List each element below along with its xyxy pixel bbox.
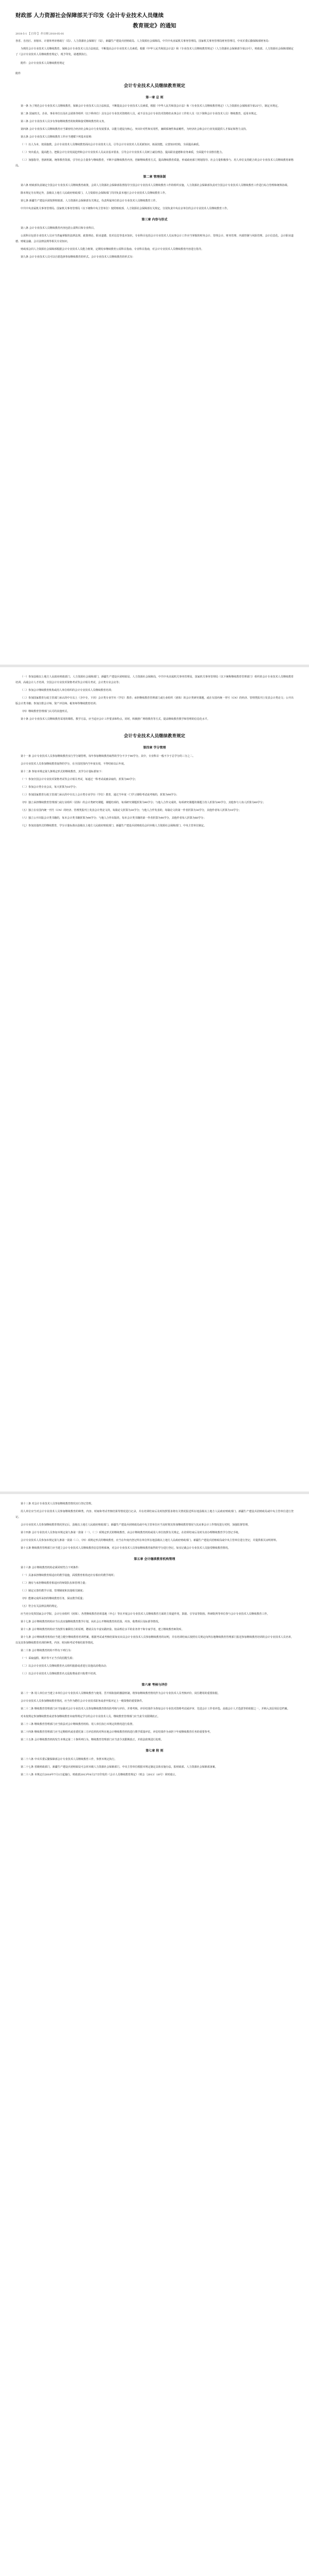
page-2-regulation-title: 会计专业技术人员继续教育规定 [123, 734, 185, 739]
page-3 [0, 1494, 309, 2576]
chapter-5-para: 第二十条 会计继续教育机构不得有下列行为： [21, 1649, 73, 1652]
chapter-2-para: 除本规定另有规定外，县级以上地方人民政府财政部门、人力资源社会保障部门共同负责本地区会计专业技术人员继续教育工作。 [21, 192, 168, 195]
chapter-1-title: 第一章 总 则 [145, 96, 164, 99]
chapter-3-para: 第八条 会计专业技术人员继续教育内容包括公需科目和专业科目。 [21, 227, 96, 230]
chapter-6-title: 第六章 考核与评价 [141, 1683, 168, 1687]
chapter-6-para: 第二十二条 继续教育管理部门应当加强对会计专业技术人员参加继续教育情况的考核与评价，并将考核、评价结果作为参加会计专业技术资格考试或评审、先进会计工作者评选、高端会计人才选拔等的依据之一，并纳入其信用信息档案。 [21, 1707, 290, 1710]
chapter-5-para: 应当充分发挥国家会计学院、会计行业组织（团体）、各类继续教育培训基地（中心）等在开展会计专业技术人员继续教育方面的主渠道作用，鼓励、引导高等院校、科研院所等单位参与会计专业技术人员继续教育工作。 [21, 1613, 270, 1616]
chapter-4-para: 会计专业技术人员参加继续教育取得的学分，在全国范围内当年度有效，不得结转以后年度。 [21, 762, 127, 766]
attachment-label: 附件 [15, 72, 21, 75]
chapter-7-para: 第二十八条 本规定自2018年7月1日起施行。财政部2013年8月27日印发的《会计人员继续教育规定》（财会〔2013〕18号）同时废止。 [21, 1773, 178, 1776]
chapter-5-para: 第十九条 会计继续教育机构应当建立健全继续教育培训档案，根据考试或考核结果如实出具会计专业技术人员参加继续教育的证明，并在培训结束后按照有关规定向所在地继续教育管理部门报送参加继续教育培训的会计专业技术人员名单，以及其参加继续教育培训的种类、内容、时间和考试考核结果等情况。 [15, 1636, 294, 1645]
chapter-5-para: （一）具备承担继续教育相适应的教学设施，面授教育机构还应有相应的教学场所； [21, 1574, 117, 1577]
page-2-para: （四）继续教育管理部门认可的其他形式。 [21, 710, 70, 713]
chapter-2-para: 第七条 新疆生产建设兵团按照财政部、人力资源社会保障部有关规定，负责所属单位的会计专业技术人员继续教育工作。 [21, 199, 158, 202]
chapter-6-para: 会计专业技术人员参加继续教育情况，应当作为聘任会计专业技术职务或者申报评定上一级资格的重要条件。 [21, 1700, 145, 1703]
intro-attachment: 附件：会计专业技术人员继续教育规定 [21, 62, 65, 65]
chapter-4-para: （三）参加国家教育行政主管部门承认的中专以上会计类专业学历（学位）教育，通过当年度一门学习课程考试或考核的，折算为90学分； [21, 793, 179, 796]
chapter-3-para: 公需科目包括专业技术人员应当普遍掌握的法律法规、政策理论、职业道德、技术信息等基本知识，专业科目包括会计专业技术人员从事会计工作应当掌握的财务会计、管理会计、财务管理、内部控制与风险管理、会计信息化、会计职业道德、财税金融、会计法律法规等相关专业知识。 [15, 234, 294, 243]
intro-recipients: 各省、自治区、直辖市、计划单列市财政厅（局）、人力资源社会保障厅（局），新疆生产建设兵团财政局、人力资源社会保障局，中共中央直属机关事务管理局，国家机关事务管理局财务管理司，中央军委后勤保障部财务局： [15, 40, 271, 43]
chapter-5-para: （二）以会计专业技术人员继续教育名义组织旅游或者进行其他高消费活动； [21, 1665, 109, 1668]
page-2-para: （三）参加国家教育行政主管部门承认的中专以上（含中专，下同）会计类专业学历（学位）教育；承担继续教育管理部门或行业组织（团体）的会计类研究课题，或在有国内统一刊号（CN）的经济、管理类报刊上发表会计类论文；公开出版会计类书籍；参加注册会计师、资产评估师、税务师等继续教育培训； [15, 697, 294, 705]
chapter-5-para: （二）拥有与承担继续教育相适应的师资队伍和管理力量； [21, 1582, 88, 1585]
chapter-6-para: 对未按规定参加继续教育或者参加继续教育未取得规定学分的会计专业技术人员，继续教育管理部门应当责令其限期改正。 [21, 1715, 160, 1718]
page-2-para: 第十条 会计专业技术人员继续教育采用的课程、教学方法，应当适应会计工作要求和特点。同时，积极推广网络教育等方式，提高继续教育教学和管理的信息化水平。 [21, 718, 210, 721]
page-3-para: 会计专业技术人员参加本规定第九条第一款第（三）、（四）项规定形式的继续教育，应当在年度内登记所在单位所在地县级以上地方人民政府财政部门、新疆生产建设兵团财政局或中央主管单位进行登记，并提供相关证明材料。 [21, 1539, 279, 1542]
page-3-para: 第十三条 对会计专业技术人员参加继续教育情况实行登记管理。 [21, 1502, 94, 1505]
chapter-6-para: 第二十四条 继续教育管理部门应当定期组织或者委托第三方评估机构对所在地会计继续教育机构进行教学质量评估，评估结果作为承担下年度继续教育任务的重要参考。 [21, 1731, 213, 1734]
notice-meta: 2018-5-1 【 打印 】 作日期 2018-05-01 [15, 32, 64, 36]
chapter-5-para: 第十八条 会计继续教育机构应当按照专兼职结合的原则，聘请具有丰富实践经验、较高理论水平的业务骨干和专家学者，建立继续教育师资库。 [21, 1628, 184, 1631]
chapter-5-para: 第十六条 会计继续教育机构必须同时符合下列条件： [21, 1566, 81, 1569]
chapter-3-title: 第三章 内容与形式 [141, 218, 168, 222]
chapter-6-para: 第二十一条 用人单位应当建立本单位会计专业技术人员继续教育与使用、晋升相衔接的激励机制，将参加继续教育情况作为会计专业技术人员考核评价、岗位聘用的重要依据。 [21, 1692, 220, 1695]
chapter-2-title: 第二章 管理体制 [143, 175, 166, 179]
chapter-5-para: （一）采取虚假、欺诈等不正当手段招揽生源； [21, 1657, 75, 1660]
page-3-para: 会计专业技术人员参加继续教育情况登记后，县级以上地方人民政府财政部门、新疆生产建设兵团财政局或中央主管单位应当及时将其参加继续教育情况与其从事会计工作情况进行对照，加强监督管理。 [21, 1523, 251, 1527]
chapter-4-para: 第十二条 参加本规定第九条规定形式的继续教育，其学分计量标准如下： [21, 770, 104, 773]
chapter-2-para: 中共中央直属机关事务管理局、国家机关事务管理局（以下统称中央主管单位）按照财政部、人力资源社会保障部有关规定，分别负责中央在京单位的会计专业技术人员继续教育工作。 [21, 207, 230, 210]
chapter-4-para: 第十一条 会计专业技术人员参加继续教育实行学分制管理，每年参加继续教育取得的学分不少于90学分。其中，专业科目一般不少于总学分的三分之二。 [21, 755, 195, 758]
chapter-4-para: （一）参加全国会计专业技术资格考试等会计相关考试，每通过一科考试或被录取的，折算为90学分； [21, 778, 138, 781]
regulation-title: 会计专业技术人员继续教育规定 [123, 83, 185, 89]
chapter-5-title: 第五章 会计继续教育机构管理 [134, 1557, 175, 1561]
notice-title [15, 10, 294, 31]
page-2-para: （一）参加县级以上地方人民政府财政部门、人力资源社会保障部门，新疆生产建设兵团财政局、人力资源社会保障局，中共中央直属机关事务管理局，国家机关事务管理局（以下统称继续教育管理部门）组织的会计专业技术人员继续教育培训、高端会计人才培训、全国会计专业技术资格考试等会计相关考试、会计类专业会议等； [15, 675, 294, 684]
page-2-content [0, 667, 309, 829]
chapter-6-para: 第二十三条 继续教育管理部门应当依法对会计继续教育机构、用人单位执行本规定的情况进行监督。 [21, 1723, 135, 1726]
chapter-4-para: （二）参加会计类专业会议，每天折算为10学分； [21, 786, 78, 789]
chapter-1-para: 第二条 国家机关、企业、事业单位以及社会团体等组织（以下称单位）具有会计专业技术资格的人员，或不具有会计专业技术资格但从事会计工作的人员（以下简称会计专业技术人员）继续教育，适用本规定。 [21, 112, 259, 115]
chapter-1-para: （一）以人为本，按需施教。会计专业技术人员继续教育面向会计专业技术人员，引导会计专业技术人员更新知识、拓展技能，完善知识结构，全面提高素质。 [21, 143, 202, 146]
chapter-4-para: （六）独立公开出版会计类书籍的，每本会计类书籍折算为90学分；与他人合作出版的，每本会计类书籍的第一作者折算为90学分，其他作者每人折算为60学分； [21, 817, 206, 820]
chapter-4-title: 第四章 学分管理 [143, 746, 166, 750]
page-3-para: 第十四条 会计专业技术人员参加本规定第九条第一款第（一）、（二）项规定形式的继续教育，由会计继续教育机构或用人单位按照有关规定，在培训结束后及时为其办理继续教育学分登记手续。 [21, 1531, 241, 1534]
page-1-content [0, 0, 309, 260]
chapter-7-para: 第二十六条 中央军委后勤保障部会计专业技术人员继续教育工作，参照本规定执行。 [21, 1758, 117, 1761]
chapter-1-para: （二）突出重点，提高能力。把握会计行业发展趋势和会计专业技术人员从业基本要求，引导会计专业技术人员树立诚信理念、提高职业道德和业务素质，全面提升专业胜任能力。 [21, 151, 225, 154]
chapter-4-para: （七）参加其他形式的继续教育，学分计量标准由县级以上地方人民政府财政部门、新疆生产建设兵团财政局会同本级人力资源社会保障部门、中央主管单位制定。 [21, 824, 207, 827]
chapter-1-para: 第一条 为了规范会计专业技术人员继续教育，保障会计专业技术人员合法权益，不断提高会计专业技术人员素质，根据《中华人民共和国会计法》和《专业技术人员继续教育规定》（人力资源社会保障部令第25号），制定本规定。 [21, 105, 280, 108]
notice-title-line-1: 财政部 人力资源社会保障部关于印发《会计专业技术人员继续 [15, 12, 164, 19]
chapter-6-para: 第二十五条 会计继续教育机构发生本规定第二十条所列行为，继续教育管理部门应当责令其限期改正，并依法依规进行处理。 [21, 1738, 164, 1741]
chapter-1-para: 第四条 会计专业技术人员继续教育应当紧密结合经济社会和会计行业发展要求，以能力建设为核心，突出针对性和实用性，兼顾系统性和前瞻性，为经济社会和会计行业发展提供人才保证和智力支持。 [21, 128, 249, 131]
chapter-7-title: 第七章 附 则 [145, 1749, 164, 1753]
notice-title-line-2: 教育规定》的通知 [133, 23, 176, 29]
chapter-1-para: 第五条 会计专业技术人员继续教育工作应当遵循下列基本原则： [21, 135, 94, 139]
intro-body: 为规范会计专业技术人员继续教育，保障会计专业技术人员合法权益，不断提高会计专业技术人员素质，根据《中华人民共和国会计法》和《专业技术人员继续教育规定》（人力资源社会保障部令第25号），财政部、人力资源社会保障部制定了《会计专业技术人员继续教育规定》，现予印发，请遵照执行。 [15, 47, 294, 56]
page-1 [0, 0, 309, 665]
page-3-para: 第十五条 继续教育管理部门应当建立会计专业技术人员继续教育信息管理系统，对会计专业技术人员参加继续教育取得的学分进行登记，如实记载会计专业技术人员接受继续教育情况。 [21, 1547, 231, 1550]
chapter-5-para: （五）符合有关法律法规的规定。 [21, 1605, 60, 1608]
chapter-7-para: 第二十七条 省级财政部门、新疆生产建设兵团财政局可会同本级人力资源社会保障部门、中央主管单位根据本规定制定具体实施办法，报财政部、人力资源社会保障部备案。 [21, 1766, 218, 1769]
chapter-1-para: 第三条 会计专业技术人员享有参加继续教育的权利和接受继续教育的义务。 [21, 120, 107, 123]
chapter-3-para: 财政部会同人力资源社会保障部根据会计专业技术人员能力框架，定期发布继续教育公需科目指南、专业科目指南，对会计专业技术人员继续教育内容进行指导。 [21, 248, 204, 251]
chapter-3-para: 第九条 会计专业技术人员可以自愿选择参加继续教育的形式。会计专业技术人员继续教育的形式有： [21, 256, 135, 259]
page-3-content [0, 1494, 309, 1778]
chapter-5-para: （三）制定完善的教学计划、管理制度和其他相关制度； [21, 1589, 86, 1592]
page-3-para: 用人单位应当对会计专业技术人员参加继续教育的种类、内容、时间和考试考核结果等情况进行记录，并在培训结束后及时按照要求将有关情况报送所在地县级以上地方人民政府财政部门、新疆生产建设兵团财政局或中央主管单位进行登记。 [15, 1510, 294, 1519]
chapter-4-para: （五）独立在有国内统一刊号（CN）的经济、管理类报刊上发表会计类论文的，每篇论文折算为30学分；与他人合作发表的，每篇论文的第一作者折算为30学分，其他作者每人折算为10学分； [21, 809, 241, 812]
chapter-4-para: （四）独立承担继续教育管理部门或行业组织（团体）的会计类研究课题，课题结项的，每项研究课题折算为90学分；与他人合作完成的，每项研究课题的课题主持人折算为90学分，其他参与人每人折算为60学分； [21, 801, 266, 804]
chapter-5-para: （三）以会计专业技术人员继续教育名义乱收费或者只收费不培训。 [21, 1672, 99, 1675]
chapter-2-para: 第六条 财政部负责制定全国会计专业技术人员继续教育政策，会同人力资源社会保障部监督指导全国会计专业技术人员继续教育工作的组织实施，人力资源社会保障部负责对全国会计专业技术人员继续教育工作进行综合管理和统筹协调。 [21, 184, 290, 187]
chapter-5-para: 第十七条 会计继续教育机构应当认真实施继续教育教学计划，向社会公开继续教育的范围、内容、收费项目及标准等情况。 [21, 1620, 161, 1623]
page-2 [0, 667, 309, 1492]
chapter-1-para: （三）加强指导，创新机制。统筹教育资源，引导社会力量参与继续教育，不断丰富继续教育内容，创新继续教育方式，提高继续教育质量，形成政府部门规划指导、社会力量积极参与、用人单位支持配合的会计专业技术人员继续教育新格局。 [15, 159, 294, 167]
page-2-para: （二）参加会计继续教育机构或用人单位组织的会计专业技术人员继续教育培训； [21, 689, 114, 692]
chapter-5-para: （四）能够完成所承担的继续教育任务，保证教学质量； [21, 1597, 86, 1600]
